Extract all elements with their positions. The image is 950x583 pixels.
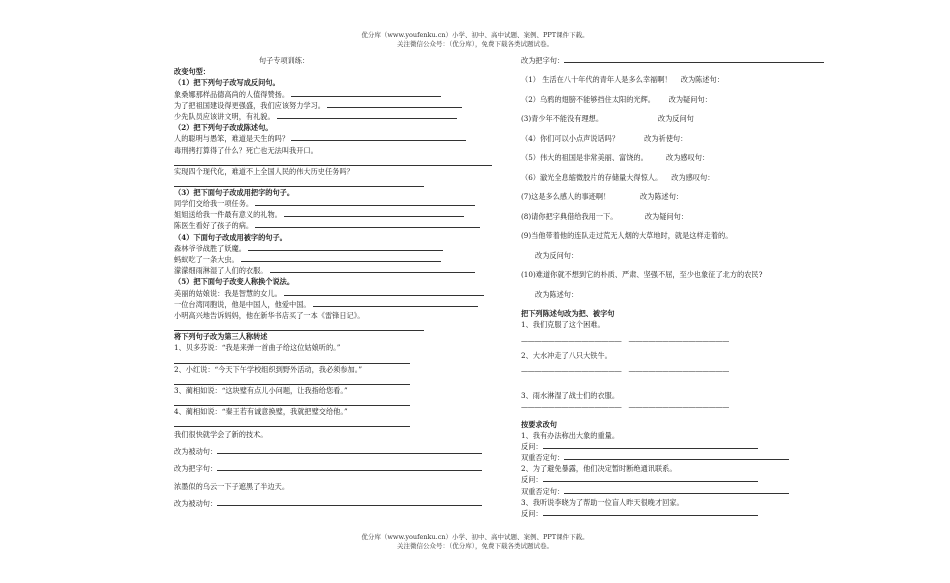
answer-line[interactable] — [284, 209, 464, 217]
ex-item-9: (9)当他带着他的连队走过荒无人烟的大草地时，就是这样走着的。 — [521, 231, 733, 241]
req-label: 反问： — [521, 509, 543, 518]
s1-item-2: 为了把祖国建设得更强盛，我们应该努力学习。 — [174, 100, 325, 110]
ex-item-4: （4）你们可以小点声说话吗？ — [521, 133, 620, 143]
answer-line[interactable] — [313, 299, 478, 307]
answer-line[interactable] — [543, 508, 758, 516]
answer-line[interactable] — [174, 354, 410, 364]
req-item-2: 2、为了避免暴露，他们决定暂时断绝通讯联系。 — [521, 464, 677, 474]
ex-task-5: 改为感叹句： — [666, 153, 710, 163]
answer-line[interactable] — [277, 111, 457, 119]
page-footer — [0, 533, 950, 551]
answer-dashes[interactable]: ——————————————— — [628, 365, 729, 375]
worksheet-title: 句子专项训练： — [258, 56, 310, 65]
s5-heading: （5）把下面句子改变人称换个说法。 — [174, 277, 295, 287]
passive-label-2: 改为被动句： — [174, 498, 218, 508]
answer-line[interactable] — [564, 486, 789, 494]
answer-line[interactable] — [270, 265, 475, 273]
ex-item-6: （6）澈光全息缩微胶片的存储量大得惊人。 — [521, 172, 663, 182]
ex-task-2: 改为疑问句： — [668, 94, 712, 104]
answer-line[interactable] — [291, 133, 466, 141]
answer-line[interactable] — [217, 446, 482, 454]
s2-item-2: 毒刑拷打算得了什么？死亡也无法叫我开口。 — [174, 145, 318, 155]
ex-task-6: 改为感叹句： — [671, 172, 715, 182]
answer-line[interactable] — [174, 177, 424, 187]
answer-line[interactable] — [564, 452, 789, 460]
s3-item-1: 同学们交给我一项任务。 — [174, 199, 254, 209]
req-label: 双重否定句： — [521, 453, 565, 463]
ex-task-10: 改为陈述句： — [535, 289, 579, 299]
ex-item-10: (10)难道你就不想到它的朴质、严肃、坚强不屈，至少也象征了北方的农民? — [521, 270, 763, 280]
footer-line-1: 优分库（www.youfenku.cn）小学、初中、高中试题、案例、PPT课件下载。 — [361, 533, 589, 541]
ex-item-3: (3)青少年不能没有理想。 — [521, 114, 604, 124]
ex-task-3: 改为反问句 — [657, 114, 694, 124]
req-label: 反问： — [521, 475, 543, 485]
ba-bei-heading: 把下列陈述句改为把、被字句 — [521, 309, 615, 319]
answer-line[interactable] — [174, 321, 424, 331]
header-line-2: 关注微信公众号：（优分库），免费下载各类试题试卷。 — [397, 40, 553, 48]
third-item-2: 2、小红说：“今天下午学校组织到野外活动，我必须参加。” — [174, 364, 363, 374]
answer-line[interactable] — [241, 254, 441, 262]
answer-line[interactable] — [255, 198, 475, 206]
s4-item-2: 蚂蚁吃了一条大虫。 — [174, 255, 239, 264]
s3-item-3: 陈医生看好了孩子的病。 — [174, 221, 254, 231]
s4-heading: （4）下面句子改成用被字的句子。 — [174, 232, 287, 242]
page-header — [0, 31, 950, 49]
answer-line[interactable] — [284, 288, 484, 296]
right-column — [521, 55, 881, 519]
s2-item-3: 实现四个现代化，难道不上全国人民的伟大历史任务吗？ — [174, 166, 354, 176]
ex-task-9: 改为反问句： — [535, 250, 579, 260]
answer-dashes[interactable]: ——————————————— — [521, 365, 622, 375]
third-item-4: 4、蔺相如说：“秦王若有诚意换璧，我就把璧交给他。” — [174, 406, 348, 416]
answer-line[interactable] — [217, 498, 482, 506]
ex-task-7: 改为陈述句： — [639, 192, 684, 202]
ba-label: 改为把字句： — [174, 464, 218, 474]
ba-top-label: 改为把字句： — [521, 56, 565, 65]
bb-item-2: 2、大水冲走了八只大铁牛。 — [521, 350, 612, 360]
section-change-heading: 改变句型： — [174, 67, 210, 77]
s3-item-2: 姐姐送给我一件最有意义的礼物。 — [174, 210, 282, 220]
answer-line[interactable] — [543, 441, 758, 449]
ex-item-2: （2）乌鸦的翅膀不能够挡住太阳的光辉。 — [521, 94, 655, 104]
footer-line-2: 关注微信公众号：（优分库），免费下载各类试题试卷。 — [397, 542, 553, 550]
left-column — [174, 55, 514, 509]
requirement-heading: 按要求改句 — [521, 419, 557, 429]
answer-line[interactable] — [174, 156, 492, 166]
answer-dashes[interactable]: ——————————————— — [521, 335, 622, 345]
answer-line[interactable] — [564, 55, 824, 63]
req-label: 反问： — [521, 441, 543, 451]
answer-line[interactable] — [291, 89, 441, 97]
ex-item-5: （5）伟大的祖国是非常美丽、富饶的。 — [521, 153, 648, 163]
ex-task-4: 改为祈使句： — [644, 133, 688, 143]
s5-item-2: 一位台湾同胞说，他是中国人，他爱中国。 — [174, 299, 311, 309]
passive-label: 改为被动句： — [174, 447, 218, 457]
sentence-b: 浓墨似的乌云一下子遮黑了半边天。 — [174, 481, 290, 491]
s4-item-3: 濛濛细雨淋湿了人们的衣服。 — [174, 266, 268, 276]
answer-dashes[interactable]: ——————————————— — [521, 402, 622, 412]
req-item-3: 3、我听说李晓为了帮助一位盲人昨天很晚才回家。 — [521, 497, 684, 507]
answer-line[interactable] — [174, 396, 410, 406]
answer-dashes[interactable]: ——————————————— — [628, 402, 729, 412]
answer-dashes[interactable]: ——————————————— — [628, 335, 729, 345]
sentence-a: 我们很快就学会了新的技术。 — [174, 430, 268, 440]
answer-line[interactable] — [255, 220, 480, 228]
third-person-heading: 将下列句子改为第三人称转述 — [174, 332, 268, 342]
s2-heading: （2）把下列句子改成陈述句。 — [174, 123, 273, 133]
third-item-3: 3、蔺相如说：“这块璧有点儿小问题，让我指给您看。” — [174, 385, 348, 395]
bb-item-3: 3、雨水淋湿了战士们的衣服。 — [521, 391, 620, 401]
s4-item-1: 森林爷爷战胜了妖魔。 — [174, 243, 246, 253]
ex-task-8: 改为疑问句： — [644, 211, 688, 221]
ex-task-1: 改为陈述句： — [680, 75, 724, 85]
header-line-1: 优分库（www.youfenku.cn）小学、初中、高中试题、案例、PPT课件下载。 — [361, 31, 589, 39]
bb-item-1: 1、我们克服了这个困难。 — [521, 320, 605, 330]
answer-line[interactable] — [174, 375, 410, 385]
answer-line[interactable] — [174, 417, 410, 427]
third-item-1: 1、贝多芬说：“我是来弹一首曲子给这位姑娘听的。” — [174, 343, 341, 353]
s3-heading: （3）把下面句子改成用把字的句子。 — [174, 187, 295, 197]
answer-line[interactable] — [543, 474, 758, 482]
answer-line[interactable] — [248, 243, 443, 251]
s1-item-3: 少先队员应该讲文明，有礼貌。 — [174, 111, 275, 121]
req-item-1: 1、我有办法称出大象的重量。 — [521, 430, 620, 440]
s5-item-1: 美丽的姑娘说：我是智慧的女儿。 — [174, 288, 282, 298]
s2-item-1: 人的聪明与愚笨，难道是天生的吗？ — [174, 134, 290, 144]
s5-item-3: 小明高兴地告诉妈妈，他在新华书店买了一本《雷锋日记》。 — [174, 310, 365, 320]
ex-item-8: (8)请你把字典借给我用一下。 — [521, 211, 618, 221]
answer-line[interactable] — [217, 463, 482, 471]
s1-heading: （1）把下列句子改写成反问句。 — [174, 78, 280, 88]
req-label: 双重否定句： — [521, 486, 565, 496]
ex-item-1: （1） 生活在八十年代的青年人是多么幸福啊！ — [521, 75, 672, 85]
s1-item-1: 象桑娜那样品德高尚的人值得赞扬。 — [174, 89, 290, 99]
answer-line[interactable] — [327, 100, 462, 108]
ex-item-7: (7)这是多么感人的事迹啊！ — [521, 192, 611, 202]
